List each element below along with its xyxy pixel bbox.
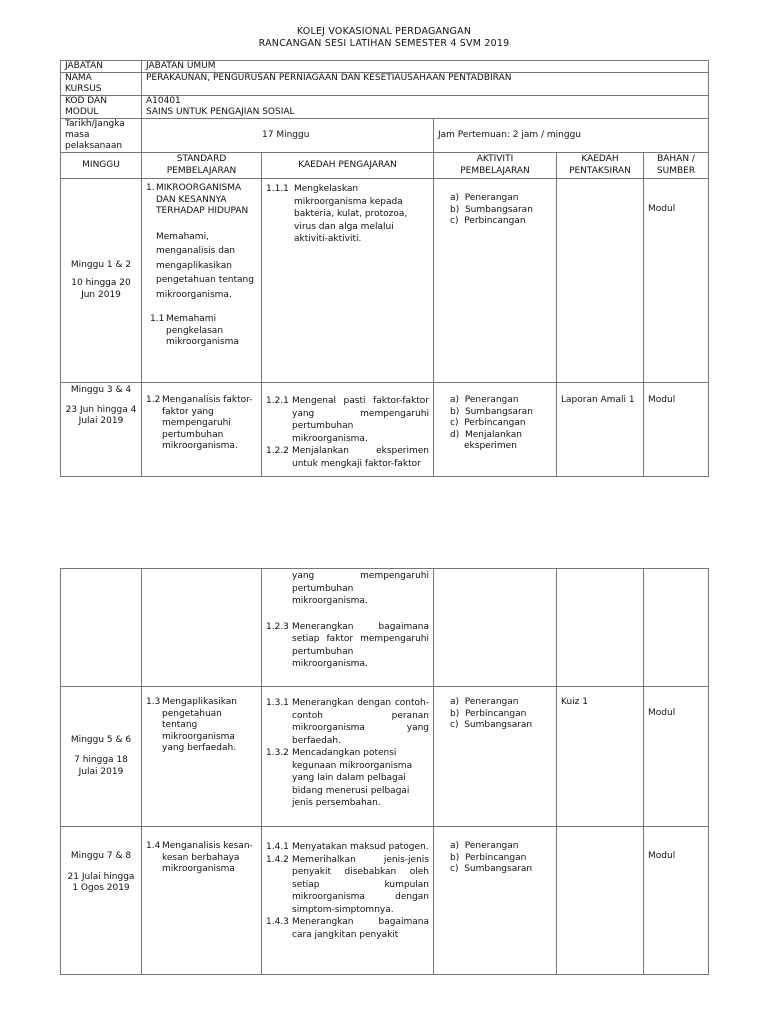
duration-value: 17 Minggu bbox=[142, 119, 434, 153]
jabatan-label: JABATAN bbox=[61, 61, 142, 73]
week-cell bbox=[61, 569, 142, 687]
document-subtitle: RANCANGAN SESI LATIHAN SEMESTER 4 SVM 2019 bbox=[258, 38, 510, 49]
resource-cell: Modul bbox=[644, 687, 709, 827]
week-cell bbox=[61, 179, 142, 383]
jam-pertemuan: Jam Pertemuan: 2 jam / minggu bbox=[434, 119, 709, 153]
standard-item bbox=[146, 841, 257, 876]
assessment-cell bbox=[557, 827, 644, 975]
tarikh-label bbox=[61, 119, 142, 153]
standard-cell bbox=[142, 827, 262, 975]
standard-sub: Memahami pengkelasan mikroorganisma bbox=[166, 314, 239, 347]
activity-list bbox=[438, 193, 552, 228]
col-pentaksiran-line1: KAEDAH bbox=[581, 154, 619, 164]
method-item bbox=[266, 445, 429, 470]
kod-code: A10401 bbox=[146, 96, 181, 106]
standard-text: Menganalisis faktor-faktor yang mempengaruhi pertumbuhan mikroorganisma. bbox=[162, 395, 253, 451]
info-row-tarikh bbox=[61, 119, 709, 153]
standard-text: Menganalisis kesan-kesan berbahaya mikroorganisma bbox=[162, 841, 253, 874]
week-label: Minggu 7 & 8 bbox=[70, 851, 132, 861]
activity-cell bbox=[434, 179, 557, 383]
method-num: 1.4.2 bbox=[266, 854, 289, 865]
method-text: Menyatakan maksud patogen. bbox=[292, 842, 429, 852]
activity-item: c) Perbincangan bbox=[450, 418, 526, 428]
tarikh-label-line2: masa bbox=[65, 130, 90, 140]
activity-item: c) Sumbangsaran bbox=[450, 720, 533, 730]
assessment-cell: Laporan Amali 1 bbox=[557, 383, 644, 477]
col-standard-line2: PEMBELAJARAN bbox=[166, 165, 237, 176]
method-text: Mencadangkan potensi kegunaan mikroorganisma yang lain dalam pelbagai bidang menerusi pelbagai jenis persembahan. bbox=[292, 748, 413, 808]
standard-sub-num: 1.1 bbox=[150, 314, 165, 324]
table-row bbox=[61, 179, 709, 383]
method-item bbox=[266, 697, 429, 747]
kursus-label-line2: KURSUS bbox=[65, 84, 102, 94]
info-row-kod bbox=[61, 96, 709, 119]
kod-label bbox=[61, 96, 142, 119]
method-text: Mengkelaskan mikroorganisma kepada bakteria, kulat, protozoa, virus dan alga melalui aktiviti-aktiviti. bbox=[294, 184, 408, 244]
column-header-row bbox=[61, 153, 709, 179]
standard-description: Memahami, menganalisis dan mengaplikasikan pengetahuan tentang mikroorganisma. bbox=[156, 231, 254, 300]
activity-cell bbox=[434, 383, 557, 477]
activity-cell bbox=[434, 827, 557, 975]
kursus-label-line1: NAMA bbox=[65, 73, 92, 83]
info-row-kursus bbox=[61, 73, 709, 96]
col-minggu: MINGGU bbox=[61, 153, 142, 179]
assessment-cell: Kuiz 1 bbox=[557, 687, 644, 827]
col-kaedah: KAEDAH PENGAJARAN bbox=[262, 153, 434, 179]
standard-sub-block bbox=[146, 314, 257, 349]
standard-cell bbox=[142, 687, 262, 827]
table-row bbox=[61, 827, 709, 975]
method-cell bbox=[262, 569, 434, 687]
week-cell bbox=[61, 827, 142, 975]
assessment-cell bbox=[557, 179, 644, 383]
method-text: Memerihalkan jenis-jenis penyakit disebabkan oleh setiap kumpulan mikroorganisma dengan simptom-simptomnya. bbox=[292, 854, 429, 915]
standard-title-num: 1. bbox=[146, 183, 155, 193]
method-num: 1.3.1 bbox=[266, 698, 289, 708]
activity-list bbox=[438, 841, 552, 876]
activity-item: a) Penerangan bbox=[450, 697, 519, 707]
kod-label-line1: KOD DAN bbox=[65, 96, 107, 106]
standard-num: 1.4 bbox=[146, 841, 161, 851]
method-cell bbox=[262, 383, 434, 477]
col-pentaksiran bbox=[557, 153, 644, 179]
method-item bbox=[266, 854, 429, 917]
week-label: Minggu 1 & 2 bbox=[70, 259, 132, 270]
col-aktiviti-line1: AKTIVITI bbox=[476, 154, 514, 164]
standard-num: 1.3 bbox=[146, 697, 161, 707]
kod-value bbox=[142, 96, 709, 119]
resource-cell: Modul bbox=[644, 179, 709, 383]
week-dates: 23 Jun hingga 4 Julai 2019 bbox=[65, 404, 137, 426]
activity-list bbox=[438, 697, 552, 732]
activity-item: d) Menjalankan eksperimen bbox=[450, 429, 522, 451]
table-row bbox=[61, 569, 709, 687]
standard-cell bbox=[142, 179, 262, 383]
method-text: Menerangkan bagaimana cara jangkitan penyakit bbox=[292, 917, 429, 940]
method-cell bbox=[262, 687, 434, 827]
activity-item: c) Perbincangan bbox=[450, 216, 526, 226]
col-bahan-line1: BAHAN / bbox=[657, 154, 695, 164]
method-text: Menerangkan bagaimana setiap faktor mempengaruhi pertumbuhan mikroorganisma. bbox=[292, 621, 429, 669]
activity-item: a) Penerangan bbox=[450, 395, 519, 405]
col-pentaksiran-line2: PENTAKSIRAN bbox=[569, 165, 631, 176]
method-num: 1.1.1 bbox=[266, 184, 289, 194]
week-label: Minggu 5 & 6 bbox=[70, 734, 132, 745]
resource-cell bbox=[644, 569, 709, 687]
week-dates: 7 hingga 18 Julai 2019 bbox=[74, 755, 128, 777]
activity-item: c) Sumbangsaran bbox=[450, 864, 533, 874]
modul-name: SAINS UNTUK PENGAJIAN SOSIAL bbox=[146, 107, 295, 117]
col-standard-line1: STANDARD bbox=[176, 154, 227, 164]
standard-item bbox=[146, 395, 257, 453]
method-cell bbox=[262, 827, 434, 975]
method-text: Menjalankan eksperimen untuk mengkaji faktor-faktor bbox=[292, 446, 429, 469]
standard-item bbox=[146, 697, 257, 755]
method-item bbox=[266, 621, 429, 671]
method-continuation: yang mempengaruhi pertumbuhan mikroorganisma. bbox=[292, 571, 429, 606]
standard-title: MIKROORGANISMA DAN KESANNYA TERHADAP HIDUPAN bbox=[156, 183, 249, 216]
week-label: Minggu 3 & 4 bbox=[70, 385, 132, 395]
standard-cell bbox=[142, 569, 262, 687]
plan-table-page2 bbox=[60, 568, 709, 975]
week-cell bbox=[61, 687, 142, 827]
activity-item: b) Sumbangsaran bbox=[450, 204, 533, 215]
jabatan-value: JABATAN UMUM bbox=[142, 61, 709, 73]
activity-cell bbox=[434, 687, 557, 827]
info-row-jabatan bbox=[61, 61, 709, 73]
method-num: 1.2.3 bbox=[266, 621, 289, 632]
method-item bbox=[266, 183, 429, 246]
activity-item: b) Perbincangan bbox=[450, 708, 527, 719]
method-num: 1.2.1 bbox=[266, 396, 289, 406]
method-num: 1.2.2 bbox=[266, 446, 289, 456]
activity-item: b) Perbincangan bbox=[450, 852, 527, 863]
assessment-cell bbox=[557, 569, 644, 687]
method-num: 1.4.3 bbox=[266, 917, 289, 927]
method-num: 1.4.1 bbox=[266, 842, 289, 852]
activity-item: a) Penerangan bbox=[450, 193, 519, 203]
method-cell bbox=[262, 179, 434, 383]
method-item bbox=[266, 395, 429, 445]
activity-cell bbox=[434, 569, 557, 687]
standard-cell bbox=[142, 383, 262, 477]
week-cell bbox=[61, 383, 142, 477]
kod-label-line2: MODUL bbox=[65, 107, 99, 117]
standard-text: Mengaplikasikan pengetahuan tentang mikroorganisma yang berfaedah. bbox=[162, 697, 237, 753]
resource-cell: Modul bbox=[644, 383, 709, 477]
week-dates: 21 Julai hingga 1 Ogos 2019 bbox=[67, 871, 135, 893]
tarikh-label-line1: Tarikh/Jangka bbox=[65, 119, 125, 129]
method-num: 1.3.2 bbox=[266, 748, 289, 758]
kursus-label bbox=[61, 73, 142, 96]
resource-cell: Modul bbox=[644, 827, 709, 975]
standard-title-block bbox=[146, 183, 257, 218]
standard-num: 1.2 bbox=[146, 395, 161, 405]
kursus-value: PERAKAUNAN, PENGURUSAN PERNIAGAAN DAN KESETIAUSAHAAN PENTADBIRAN bbox=[142, 73, 709, 96]
method-item bbox=[266, 916, 429, 941]
activity-item: b) Sumbangsaran bbox=[450, 406, 533, 417]
col-bahan-line2: SUMBER bbox=[656, 165, 696, 176]
table-row bbox=[61, 383, 709, 477]
document-title: KOLEJ VOKASIONAL PERDAGANGAN bbox=[296, 26, 472, 37]
col-bahan bbox=[644, 153, 709, 179]
plan-table-page1 bbox=[60, 60, 709, 477]
method-text: Mengenal pasti faktor-faktor yang mempengaruhi pertumbuhan mikroorganisma. bbox=[292, 396, 429, 444]
method-text: Menerangkan dengan contoh-contoh peranan mikroorganisma yang berfaedah. bbox=[292, 698, 429, 746]
method-item bbox=[266, 841, 429, 854]
table-row bbox=[61, 687, 709, 827]
week-dates: 10 hingga 20 Jun 2019 bbox=[71, 278, 131, 300]
method-item bbox=[266, 747, 429, 810]
activity-item: a) Penerangan bbox=[450, 841, 519, 851]
col-standard bbox=[142, 153, 262, 179]
tarikh-label-line3: pelaksanaan bbox=[65, 141, 123, 151]
activity-list bbox=[438, 395, 552, 453]
col-aktiviti bbox=[434, 153, 557, 179]
col-aktiviti-line2: PEMBELAJARAN bbox=[460, 165, 530, 176]
